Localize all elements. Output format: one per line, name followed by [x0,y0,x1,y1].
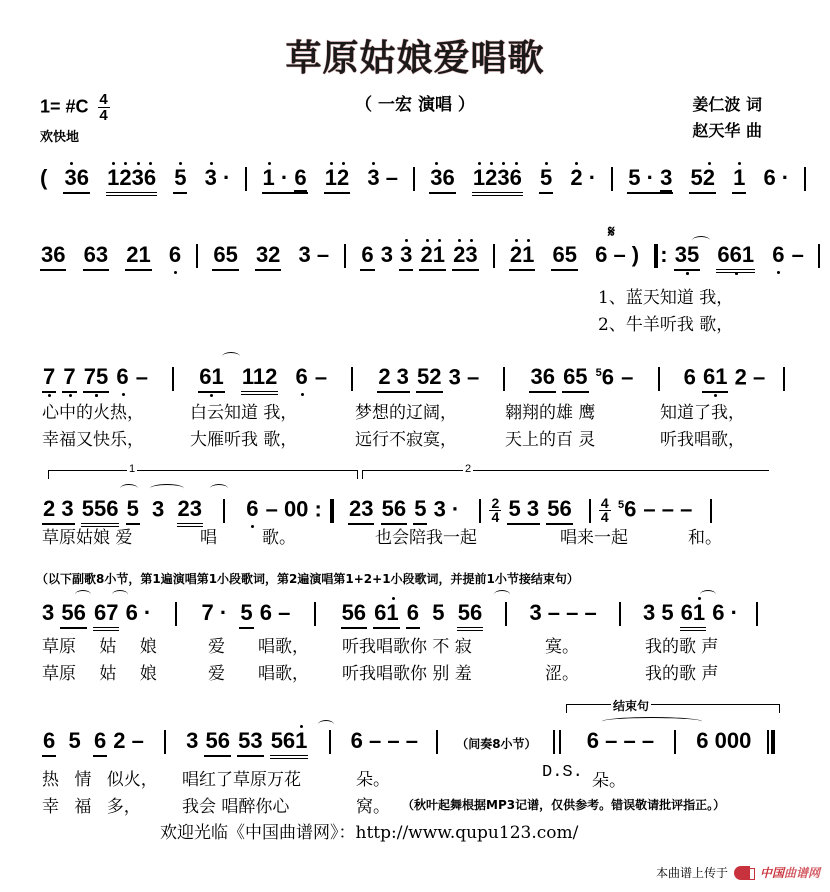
note: 6 [360,242,374,271]
note-group: 56 [457,600,483,631]
final-barline [771,730,775,754]
lyric-line-4-c: 歌。 [262,528,296,548]
note-group: 56 [204,728,230,757]
note-group: 56 [60,600,86,629]
lyric-segment: 我的歌 声 [645,637,719,657]
barline [329,730,331,754]
lyric-verse-1-bar-2: 白云知道 我， [190,403,298,423]
lyric-segment: 我会 唱醉你心 [182,797,290,817]
lyric-segment: 唱歌， [258,637,309,657]
barline [756,602,758,626]
volta-1-label: 1 [129,463,136,475]
lyric-line-4-e: 唱来一起 [560,528,628,548]
barline [245,167,247,191]
barline [493,244,495,268]
note-group: 2 3 [42,496,75,525]
note-group: 556 [81,496,120,527]
barline [436,730,438,754]
lyric-segment: 涩。 [545,664,579,684]
note: 7 [62,364,76,393]
note-group: 23 [348,496,374,525]
lyric-verse-2-bar-4: 天上的百 灵 [505,430,596,450]
note-group: 61 [198,364,225,393]
tie-mark [700,590,716,599]
note-group: 56 [341,600,367,629]
lyric-segment: 听我唱歌你 不 寂 [342,637,472,657]
score-line-6: 6 5 6 2 – 3 56 53 561 6 – – – （间奏8小节） 6 – – – 6 000 [42,728,775,754]
score-line-2: 36 63 21 6 65 32 3 – 6 3 3 21 23 21 65 6 – ) : 35 661 6 – [40,242,828,268]
lyric-verse-2-bar-2: 大雁听我 歌， [190,430,298,450]
lyric-segment: 爱 [208,637,225,657]
barline [164,730,166,754]
lyric-verse-1-bar-1: 心中的火热， [42,403,144,423]
transcriber-note: （秋叶起舞根据MP3记谱，仅供参考。错误敬请批评指正。） [402,798,726,812]
note: 5 [539,165,553,194]
note: 6 [295,364,308,390]
note: 6 [168,242,182,267]
barline [314,602,316,626]
ending-bracket [566,699,780,713]
lyric-line-4-d: 也会陪我一起 [375,528,477,548]
note: 3 – [298,242,330,267]
barline [674,730,676,754]
time-sig-top: 4 [99,91,108,108]
final-barline [767,730,769,754]
barline [351,367,353,391]
note: 3 – [367,165,398,190]
note-group: 63 [83,242,109,271]
score-line-3: 7 7 75 6 – 61 112 6 – 2 3 52 3 – 36 65 $^5$6 – 6 61 2 – [42,360,797,386]
lyric-verse-2-bar-3: 远行不寂寞， [355,430,457,450]
lyric-verse-1-bar-4: 翱翔的雄 鹰 [505,403,596,423]
volta-2-bracket [362,463,769,479]
note: 6 [116,364,129,390]
note-group: 36 [429,165,456,194]
composer-credit: 赵天华 曲 [692,121,762,140]
note-group: 65 [212,242,238,271]
lyric-verse-2-bar-5: 听我唱歌， [660,430,745,450]
barline [175,602,177,626]
tie-mark [222,352,240,361]
upload-label: 本曲谱上传于 [655,866,728,880]
note: 3 [399,242,413,271]
barline [172,367,174,391]
note: 5 [239,600,253,629]
note: 6 [42,728,56,757]
segno-icon: 𝄋 [608,222,615,241]
tie-mark [318,720,334,729]
lyric-segment: 热 情 似火， [42,770,158,790]
lyric-line-4-a: 草原姑娘 爱 [42,528,133,548]
repeat-end-barline [330,499,334,523]
lyric-segment: 草原 姑 娘 [42,664,157,684]
tie-mark [602,717,702,726]
lyric-segment: 窝。 [356,797,390,817]
note: 7 [42,364,56,393]
tie-mark [692,236,710,245]
note: 6 [772,242,785,267]
note: 5 [173,165,187,194]
note-group: 21 [509,242,536,271]
note-group: 1236 [106,165,157,196]
barline [196,244,198,268]
repeat-start-barline [654,244,658,268]
lyric-line-4-b: 唱 [200,528,217,548]
lyric-segment: 听我唱歌你 别 羞 [342,664,472,684]
slur-mark [150,484,184,493]
tie-mark [210,484,228,493]
score-line-5: 3 56 67 6 · 7 · 5 6 – 56 61 6 5 56 3 – – – 3 5 61 6 · [42,600,770,626]
lyric-segment: 朵。 [592,771,626,791]
lyric-verse-1-bar-3: 梦想的辽阔， [355,403,457,423]
note-group: 561 [270,728,309,759]
lyric-segment: 爱 [208,664,225,684]
lyric-segment: 幸 福 多， [42,797,141,817]
lyric-verse-2: 2、牛羊听我 歌， [598,315,734,335]
note-group: 21 [125,242,151,271]
note: 5 [126,496,140,525]
lyricist-credit: 姜仁波 词 [692,95,762,114]
tie-mark [494,590,510,599]
qupu-logo-icon [734,866,750,880]
note-group: 5 · 3 [627,165,673,194]
barline [505,602,507,626]
note-group: 661 [716,242,755,273]
logo-text: 中国 [759,866,784,880]
interlude-marking: （间奏8小节） [456,737,537,751]
lyric-segment: 我的歌 声 [645,664,719,684]
key-label: 1= #C [40,96,89,117]
note: 6 [93,728,107,757]
note: 6 [246,496,259,522]
note: 5 [413,496,427,525]
ending-label: 结束句 [613,699,650,713]
note-group: 36 [529,364,555,393]
upload-credit [656,864,820,881]
barline [479,499,481,523]
barline [223,499,225,523]
note-group: 36 [40,242,66,271]
singer-credit: （ 一宏 演唱 ） [355,95,475,115]
barline [818,244,820,268]
note-group: 1236 [472,165,523,196]
note-group: 32 [255,242,281,271]
tie-mark [75,590,91,599]
note-group: 112 [241,364,279,395]
note-group: 61 [680,600,707,631]
note-group: 36 [63,165,90,194]
dal-segno-marking: D.S. [542,763,583,782]
note-group: 23 [177,496,203,527]
barline [783,367,785,391]
barline [503,367,505,391]
time-sig-change: $\frac{4}{4}$ [599,497,611,524]
lyric-segment: 寞。 [545,637,579,657]
volta-1-bracket [48,463,358,479]
note: 6 · [763,165,790,190]
note-group: 1 · 6 [262,165,308,194]
note-group: 52 [416,364,442,393]
lyric-line-4-f: 和。 [688,528,722,548]
note: 6 – ) [595,242,640,267]
note-group: 75 [83,364,110,393]
note: 2 · [570,165,597,190]
note-group: 67 [93,600,119,631]
barline [344,244,346,268]
score-line-4: 2 3 556 5 3 23 6 – 00 : 23 56 5 3 · $\frac{2}{4}$ 5 3 56 $\frac{4}{4}$ $^5$6 – – – [42,492,724,518]
note-group: 21 [419,242,446,271]
lyric-segment: 朵。 [356,770,390,790]
note-group: 61 [373,600,400,629]
note: 1 [732,165,746,194]
time-sig-change: $\frac{2}{4}$ [489,497,501,524]
time-signature [98,92,110,123]
score-line-1 [40,165,814,191]
barline [804,167,806,191]
note-group: 61 [702,364,729,393]
note-group: 65 [562,364,588,393]
note-group: 56 [381,496,407,525]
barline [413,167,415,191]
barline [619,602,621,626]
note: 6 [406,600,420,629]
tie-mark [112,590,128,599]
note-group: 65 [551,242,577,271]
logo-text: 曲谱网 [783,866,820,880]
lyric-verse-1: 1、蓝天知道 我， [598,288,734,308]
note-group: 2 3 [377,364,410,393]
note-group: 5 3 [507,496,540,525]
note-group: 56 [546,496,572,525]
note-group: 52 [689,165,716,194]
note-group: 53 [237,728,263,757]
song-title: 草原姑娘爱唱歌 [285,38,545,79]
note-group: 12 [324,165,351,194]
note-group: 23 [452,242,479,271]
lyric-verse-2-bar-1: 幸福又快乐， [42,430,144,450]
key-signature [40,92,110,123]
tempo-marking: 欢快地 [40,130,80,145]
double-barline [553,730,555,754]
lyric-verse-1-bar-5: 知道了我， [660,403,745,423]
tie-mark [120,484,138,493]
lyric-segment: 草原 姑 娘 [42,637,157,657]
lyric-verse-1-line-5 [42,632,157,657]
performance-instruction: （以下副歌8小节，第1遍演唱第1小段歌词，第2遍演唱第1+2+1小段歌词，并提前1小节接结束句） [36,572,579,586]
grace-note: $^5$6 [617,496,637,522]
barline [589,499,591,523]
site-welcome-link[interactable]: 欢迎光临《中国曲谱网》：http://www.qupu123.com/ [160,823,579,843]
double-barline [559,730,561,754]
lyric-segment: 唱红了草原万花 [182,770,301,790]
barline [658,367,660,391]
lyric-segment: 唱歌， [258,664,309,684]
note-group: 35 [674,242,701,271]
volta-2-label: 2 [465,463,472,475]
time-sig-bottom: 4 [99,107,108,124]
barline [710,499,712,523]
bar: ( [40,165,48,190]
barline [611,167,613,191]
grace-note: $^5$6 [595,364,615,390]
note: 3 · [204,165,231,190]
